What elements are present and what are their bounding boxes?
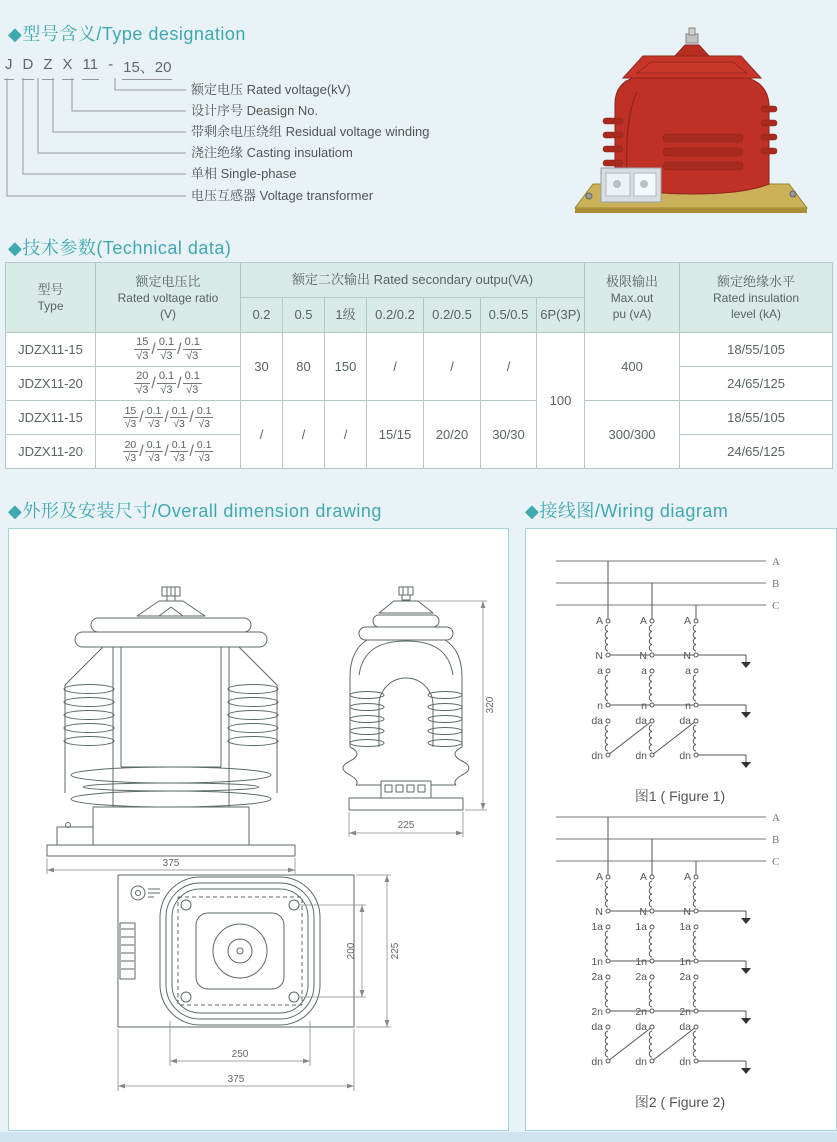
cell-max-output: 400 <box>585 333 680 401</box>
wiring-diagram-panel <box>525 528 837 1131</box>
svg-text:A: A <box>639 871 647 883</box>
cell-type: JDZX11-20 <box>6 435 96 469</box>
svg-text:1a: 1a <box>635 921 647 933</box>
cell-output: / <box>283 401 325 469</box>
subcol-header: 0.2/0.5 <box>424 298 481 333</box>
cell-output: 80 <box>283 333 325 401</box>
svg-text:dn: dn <box>679 1056 691 1068</box>
svg-text:da: da <box>679 715 691 727</box>
svg-text:dn: dn <box>591 1056 603 1068</box>
section-title-wiring-diagram: ◆接线图/Wiring diagram <box>525 501 729 521</box>
svg-text:da: da <box>679 1021 691 1033</box>
svg-text:N: N <box>639 906 647 918</box>
cell-insulation: 24/65/125 <box>680 435 833 469</box>
svg-text:da: da <box>591 1021 603 1033</box>
model-code-part: Z <box>42 56 53 80</box>
col-header-insulation: 额定绝缘水平 Rated insulation level (kA) <box>680 263 833 333</box>
cell-type: JDZX11-20 <box>6 367 96 401</box>
section-title-type-designation: ◆型号含义/Type designation <box>8 24 246 44</box>
wiring-figure-2 <box>540 801 820 1112</box>
cell-output: / <box>325 401 367 469</box>
svg-text:1a: 1a <box>679 921 691 933</box>
subcol-header: 1级 <box>325 298 367 333</box>
cell-type: JDZX11-15 <box>6 333 96 367</box>
svg-text:dn: dn <box>635 750 647 762</box>
svg-text:dn: dn <box>679 750 691 762</box>
dim-plan-outer-width: 375 <box>227 1074 245 1085</box>
cell-output: / <box>367 333 424 401</box>
svg-text:2a: 2a <box>591 971 603 983</box>
svg-text:dn: dn <box>591 750 603 762</box>
svg-text:da: da <box>635 1021 647 1033</box>
svg-text:2n: 2n <box>591 1006 603 1018</box>
cell-output: / <box>424 333 481 401</box>
svg-text:2n: 2n <box>635 1006 647 1018</box>
svg-text:B: B <box>772 578 780 590</box>
svg-text:da: da <box>591 715 603 727</box>
svg-text:a: a <box>597 665 603 677</box>
svg-text:N: N <box>683 906 691 918</box>
cell-ratio: $\frac{20}{√3}$ / $\frac{0.1}{√3}$ / $\frac{0.1}{√3}$ / $\frac{0.1}{√3}$ <box>96 435 241 469</box>
model-code-separator: - <box>108 56 114 73</box>
svg-text:1n: 1n <box>635 956 647 968</box>
cell-ratio: $\frac{20}{√3}$ / $\frac{0.1}{√3}$ / $\frac{0.1}{√3}$ <box>96 367 241 401</box>
svg-text:B: B <box>772 834 780 846</box>
designation-label: 电压互感器 Voltage transformer <box>191 188 374 203</box>
svg-text:dn: dn <box>635 1056 647 1068</box>
col-header-max-output: 极限输出 Max.out pu (vA) <box>585 263 680 333</box>
designation-label: 浇注绝缘 Casting insulatiom <box>191 145 353 160</box>
col-header-secondary-output: 额定二次输出 Rated secondary outpu(VA) <box>241 263 585 298</box>
footer-strip <box>0 1132 837 1142</box>
table-header-row <box>6 263 833 298</box>
svg-text:1n: 1n <box>679 956 691 968</box>
dim-side-width: 225 <box>397 820 415 831</box>
product-photo <box>545 22 835 222</box>
svg-text:da: da <box>635 715 647 727</box>
dim-plan-inner-height: 200 <box>346 942 357 960</box>
svg-text:2n: 2n <box>679 1006 691 1018</box>
figure-caption: 图2 ( Figure 2) <box>634 1094 726 1110</box>
svg-text:A: A <box>683 871 691 883</box>
cell-output: / <box>481 333 537 401</box>
col-header-type: 型号 Type <box>6 263 96 333</box>
model-code-part: 11 <box>82 56 100 80</box>
subcol-header: 0.2/0.2 <box>367 298 424 333</box>
side-view-drawing <box>319 575 504 880</box>
model-code-part: X <box>62 56 74 80</box>
svg-text:1a: 1a <box>591 921 603 933</box>
col-header-ratio: 额定电压比 Rated voltage ratio (V) <box>96 263 241 333</box>
svg-text:n: n <box>641 700 647 712</box>
cell-insulation: 18/55/105 <box>680 401 833 435</box>
svg-text:N: N <box>595 650 603 662</box>
subcol-header: 6P(3P) <box>537 298 585 333</box>
svg-text:a: a <box>641 665 647 677</box>
designation-label: 设计序号 Deasign No. <box>191 103 319 118</box>
designation-label: 额定电压 Rated voltage(kV) <box>191 82 351 97</box>
dim-plan-inner-width: 250 <box>231 1049 249 1060</box>
cell-output: 30 <box>241 333 283 401</box>
svg-text:N: N <box>595 906 603 918</box>
cell-ratio: $\frac{15}{√3}$ / $\frac{0.1}{√3}$ / $\frac{0.1}{√3}$ / $\frac{0.1}{√3}$ <box>96 401 241 435</box>
designation-label: 带剩余电压绕组 Residual voltage winding <box>191 124 430 139</box>
svg-text:A: A <box>683 615 691 627</box>
table-row <box>6 333 833 367</box>
cell-6p: 100 <box>537 333 585 469</box>
svg-text:A: A <box>772 556 780 568</box>
cell-insulation: 18/55/105 <box>680 333 833 367</box>
svg-text:1n: 1n <box>591 956 603 968</box>
cell-output: / <box>241 401 283 469</box>
dim-front-width: 375 <box>162 858 180 869</box>
cell-output: 150 <box>325 333 367 401</box>
svg-text:n: n <box>597 700 603 712</box>
svg-text:2a: 2a <box>679 971 691 983</box>
cell-output: 30/30 <box>481 401 537 469</box>
svg-text:n: n <box>685 700 691 712</box>
dim-plan-outer-height: 225 <box>390 942 401 960</box>
section-title-technical-data: ◆技术参数(Technical data) <box>8 238 232 258</box>
cell-insulation: 24/65/125 <box>680 367 833 401</box>
wiring-figure-1 <box>540 545 820 806</box>
svg-text:2a: 2a <box>635 971 647 983</box>
svg-text:a: a <box>685 665 691 677</box>
subcol-header: 0.5 <box>283 298 325 333</box>
svg-text:A: A <box>595 871 603 883</box>
table-row <box>6 401 833 435</box>
svg-text:A: A <box>772 812 780 824</box>
dim-side-height: 320 <box>485 696 496 714</box>
svg-text:C: C <box>772 856 780 868</box>
section-title-dimension-drawing: ◆外形及安装尺寸/Overall dimension drawing <box>8 501 382 521</box>
cell-output: 15/15 <box>367 401 424 469</box>
model-code-part: J <box>4 56 14 80</box>
designation-label: 单相 Single-phase <box>191 166 297 181</box>
cell-ratio: $\frac{15}{√3}$ / $\frac{0.1}{√3}$ / $\frac{0.1}{√3}$ <box>96 333 241 367</box>
model-code-part: D <box>22 56 35 80</box>
cell-max-output: 300/300 <box>585 401 680 469</box>
plan-view-drawing <box>104 861 439 1123</box>
subcol-header: 0.2 <box>241 298 283 333</box>
dimension-drawing-panel <box>8 528 509 1131</box>
front-view-drawing <box>21 575 321 880</box>
svg-text:N: N <box>639 650 647 662</box>
cell-type: JDZX11-15 <box>6 401 96 435</box>
svg-text:A: A <box>595 615 603 627</box>
subcol-header: 0.5/0.5 <box>481 298 537 333</box>
figure-caption: 图1 ( Figure 1) <box>634 788 726 804</box>
cell-output: 20/20 <box>424 401 481 469</box>
svg-text:C: C <box>772 600 780 612</box>
model-code <box>4 56 172 80</box>
model-code-part: 15、20 <box>122 56 172 80</box>
svg-text:N: N <box>683 650 691 662</box>
technical-table <box>5 262 833 469</box>
svg-text:A: A <box>639 615 647 627</box>
